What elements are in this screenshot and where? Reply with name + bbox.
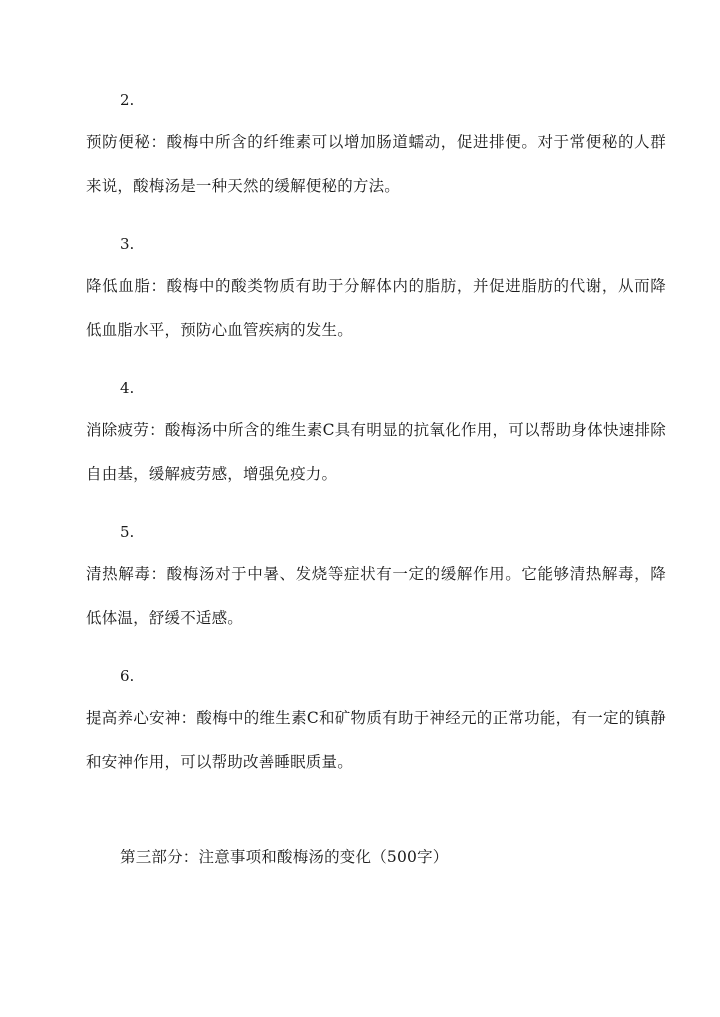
item-number: 3.: [120, 235, 135, 253]
item-number: 5.: [120, 523, 135, 541]
item-text: 降低血脂：酸梅中的酸类物质有助于分解体内的脂肪，并促进脂肪的代谢，从而降低血脂水平，预防心血管疾病的发生。: [86, 277, 666, 339]
item-text: 提高养心安神：酸梅中的维生素C和矿物质有助于神经元的正常功能，有一定的镇静和安神作用，可以帮助改善睡眠质量。: [86, 709, 666, 771]
item-number: 2.: [120, 91, 135, 109]
item-text: 清热解毒：酸梅汤对于中暑、发烧等症状有一定的缓解作用。它能够清热解毒，降低体温，舒缓不适感。: [86, 565, 666, 627]
item-text: 消除疲劳：酸梅汤中所含的维生素C具有明显的抗氧化作用，可以帮助身体快速排除自由基，缓解疲劳感，增强免疫力。: [86, 421, 666, 483]
section-heading: 第三部分：注意事项和酸梅汤的变化（500字）: [120, 848, 449, 866]
item-number: 6.: [120, 667, 135, 685]
item-text: 预防便秘：酸梅中所含的纤维素可以增加肠道蠕动，促进排便。对于常便秘的人群来说，酸梅汤是一种天然的缓解便秘的方法。: [86, 133, 666, 195]
item-number: 4.: [120, 379, 135, 397]
